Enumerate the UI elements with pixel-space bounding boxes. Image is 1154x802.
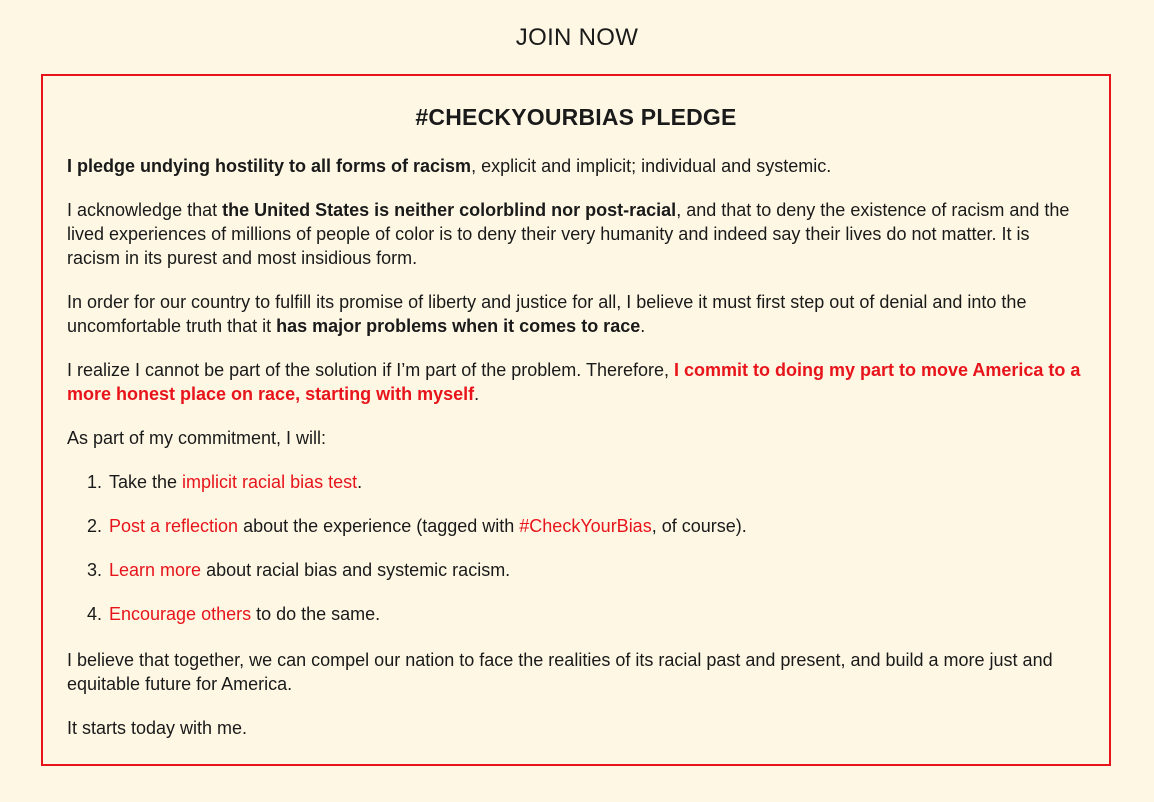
pledge-commitment-highlight: I commit to doing my part to move America to a more honest place on race, starting with myself — [67, 360, 1081, 404]
pledge-p2-bold: the United States is neither colorblind nor post-racial — [222, 200, 677, 220]
pledge-p2-pre: I acknowledge that — [67, 200, 223, 220]
pledge-box — [41, 74, 1111, 766]
pledge-paragraph-4 — [67, 358, 1085, 406]
learn-more-link[interactable]: Learn more — [109, 560, 202, 580]
pledge-paragraph-6: I believe that together, we can compel our nation to face the realities of its racial past and present, and build a more just and equitable future for America. — [67, 650, 1053, 694]
pledge-p4-text: . — [474, 384, 480, 404]
pledge-p1-bold: I pledge undying hostility to all forms of racism — [67, 156, 472, 176]
pledge-title: #CHECKYOURBIAS PLEDGE — [415, 104, 737, 130]
pledge-paragraph-3 — [67, 290, 1085, 338]
pledge-paragraph-2 — [67, 198, 1085, 270]
pledge-p3-bold: has major problems when it comes to race — [276, 316, 641, 336]
pledge-p3-pre: In order for our country to fulfill its promise of liberty and justice for all, I believe it must first step out of denial and into the uncomfortable truth that it — [67, 292, 1027, 336]
list-item-text: . — [357, 472, 363, 492]
encourage-others-link[interactable]: Encourage others — [109, 604, 252, 624]
pledge-p3-text: . — [640, 316, 646, 336]
pledge-p2-text: , and that to deny the existence of racism and the lived experiences of millions of people of color is to deny their very humanity and indeed say their lives do not matter. It is racism in its purest and most insidious form. — [67, 200, 1070, 268]
checkyourbias-hashtag-link[interactable]: #CheckYourBias — [519, 516, 652, 536]
list-item — [107, 602, 1085, 626]
list-item-text: about racial bias and systemic racism. — [201, 560, 511, 580]
list-item-text: about the experience (tagged with — [238, 516, 520, 536]
pledge-paragraph-7: It starts today with me. — [67, 718, 248, 738]
post-reflection-link[interactable]: Post a reflection — [109, 516, 239, 536]
list-item-text: to do the same. — [251, 604, 381, 624]
pledge-paragraph-1 — [67, 154, 1085, 178]
list-item — [107, 470, 1085, 494]
list-item — [107, 558, 1085, 582]
list-item-text: Take the — [109, 472, 183, 492]
join-now-heading[interactable]: JOIN NOW — [515, 24, 639, 51]
commitment-list — [67, 470, 1085, 626]
list-item — [107, 514, 1085, 538]
pledge-p4-pre: I realize I cannot be part of the solution if I’m part of the problem. Therefore, — [67, 360, 674, 380]
pledge-p1-text: , explicit and implicit; individual and systemic. — [471, 156, 832, 176]
list-item-text: , of course). — [651, 516, 747, 536]
pledge-paragraph-5: As part of my commitment, I will: — [67, 428, 327, 448]
implicit-bias-test-link[interactable]: implicit racial bias test — [182, 472, 358, 492]
